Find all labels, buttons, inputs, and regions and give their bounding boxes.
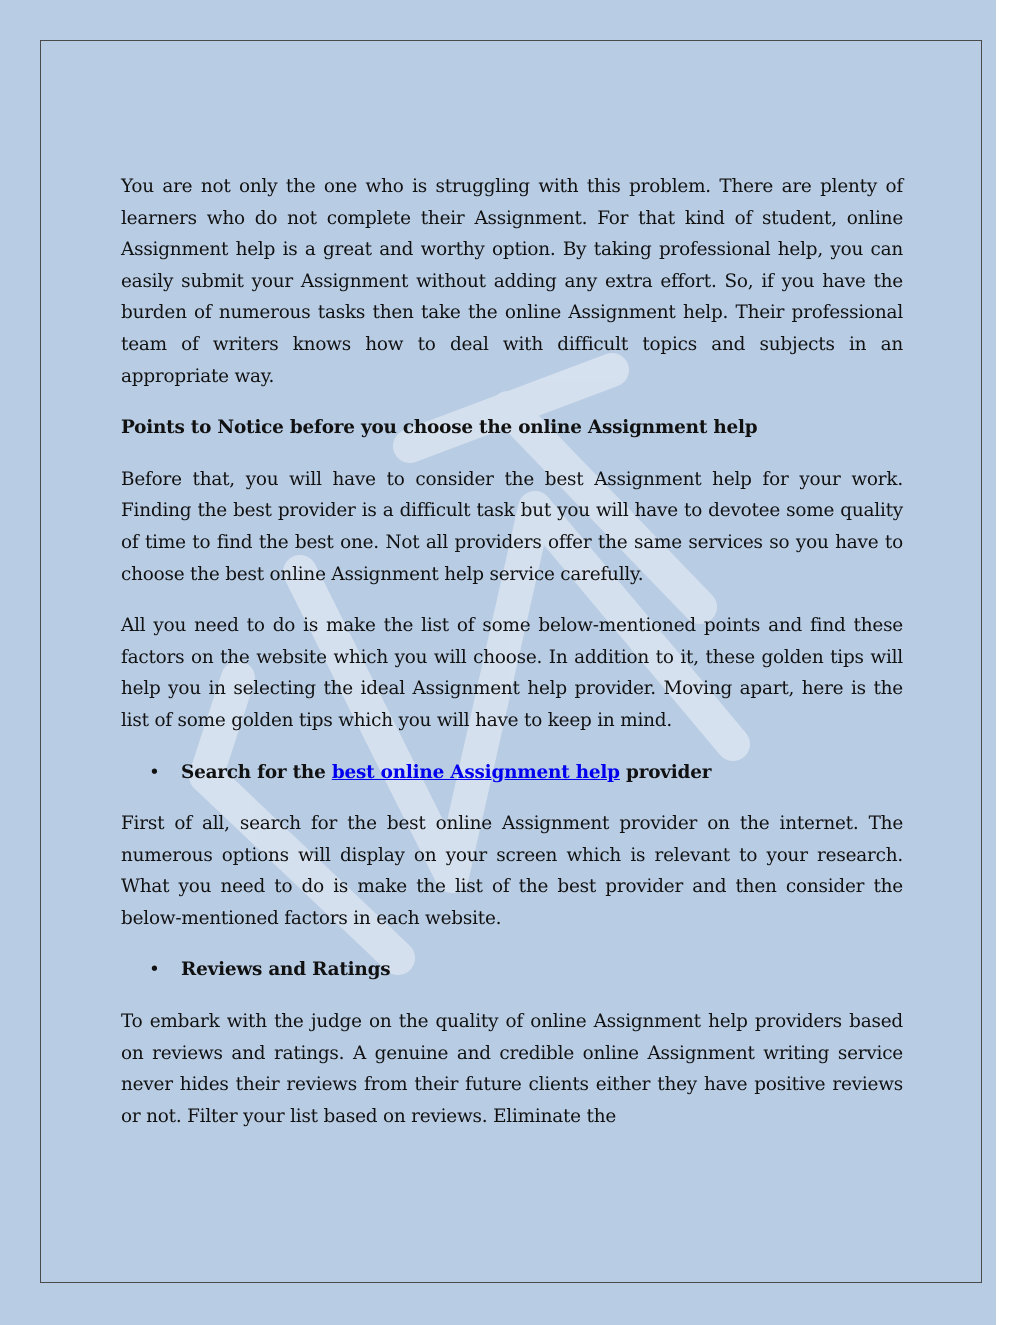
section-heading: Points to Notice before you choose the online Assignment help: [121, 417, 758, 439]
bullet-marker: •: [149, 959, 160, 981]
paragraph-all-you-need: All you need to do is make the list of some below-mentioned points and find these factors on the website which you will choose. In addition to it, these golden tips will help you in selecting the ideal Assignment help provider. Moving apart, here is the list of some golden tips which you will have to keep in mind.: [121, 615, 903, 731]
bullet-search: [121, 757, 903, 789]
paragraph-intro: You are not only the one who is struggling with this problem. There are plenty of learners who do not complete their Assignment. For that kind of student, online Assignment help is a great and worthy option. By taking professional help, you can easily submit your Assignment without adding any extra effort. So, if you have the burden of numerous tasks then take the online Assignment help. Their professional team of writers knows how to deal with difficult topics and subjects in an appropriate way.: [121, 176, 903, 387]
bullet-reviews: [121, 954, 903, 986]
bullet-reviews-label: Reviews and Ratings: [181, 959, 391, 981]
best-online-assignment-help-link[interactable]: best online Assignment help: [331, 761, 620, 783]
bullet-search-suffix: provider: [619, 761, 712, 783]
bullet-search-prefix: Search for the: [181, 761, 332, 783]
paragraph-to-embark: To embark with the judge on the quality of online Assignment help providers based on reviews and ratings. A genuine and credible online Assignment writing service never hides their reviews from their future clients either they have positive reviews or not. Filter your list based on reviews. Eliminate the: [121, 1011, 903, 1127]
bullet-marker: •: [149, 761, 160, 783]
document-body: [121, 171, 903, 1132]
paragraph-before: Before that, you will have to consider the best Assignment help for your work. Finding the best provider is a difficult task but you will have to devotee some quality of time to find the best one. Not all providers offer the same services so you have to choose the best online Assignment help service carefully.: [121, 468, 903, 585]
paragraph-first-of-all: First of all, search for the best online Assignment provider on the internet. The numerous options will display on your screen which is relevant to your research. What you need to do is make the list of the best provider and then consider the below-mentioned factors in each website.: [121, 813, 903, 929]
